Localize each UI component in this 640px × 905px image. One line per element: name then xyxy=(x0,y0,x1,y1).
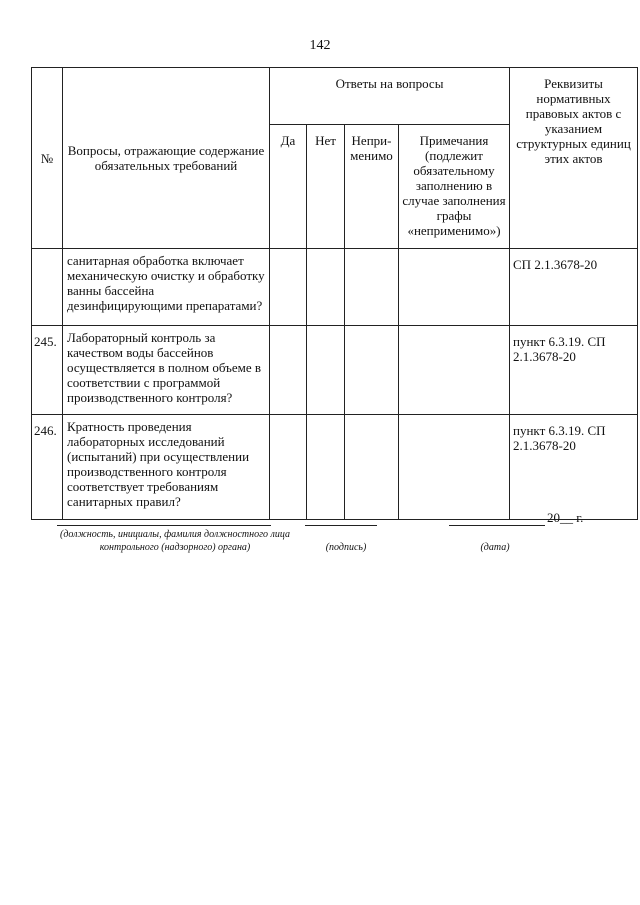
header-row-top xyxy=(32,68,638,125)
header-question: Вопросы, отражающие содержание обязательных требований xyxy=(63,68,270,249)
row-requisites: СП 2.1.3678-20 xyxy=(510,249,638,326)
header-requisites: Реквизиты нормативных правовых актов с указанием структурных единиц этих актов xyxy=(510,68,638,249)
date-line xyxy=(449,525,545,526)
answer-yes-cell[interactable] xyxy=(270,326,307,415)
checklist-table xyxy=(31,67,638,520)
answer-notes-cell[interactable] xyxy=(399,415,510,520)
table-row xyxy=(32,326,638,415)
answer-no-cell[interactable] xyxy=(307,249,345,326)
row-requisites: пункт 6.3.19. СП 2.1.3678-20 xyxy=(510,326,638,415)
position-signature-line xyxy=(57,525,271,526)
header-yes: Да xyxy=(270,125,307,249)
row-question: санитарная обработка включает механическую очистку и обработку ванны бассейна дезинфицирующими препаратами? xyxy=(63,249,270,326)
row-number xyxy=(32,249,63,326)
answer-yes-cell[interactable] xyxy=(270,249,307,326)
answer-notes-cell[interactable] xyxy=(399,326,510,415)
answer-not-applicable-cell[interactable] xyxy=(345,415,399,520)
answer-not-applicable-cell[interactable] xyxy=(345,326,399,415)
header-notes: Примечания (подлежит обязательному заполнению в случае заполнения графы «неприменимо») xyxy=(399,125,510,249)
answer-no-cell[interactable] xyxy=(307,415,345,520)
position-caption: (должность, инициалы, фамилия должностного лица контрольного (надзорного) органа) xyxy=(60,529,290,553)
row-question: Лабораторный контроль за качеством воды бассейнов осуществляется в полном объеме в соответствии с программой производственного контроля? xyxy=(63,326,270,415)
header-no: Нет xyxy=(307,125,345,249)
row-number: 245. xyxy=(32,326,63,415)
date-caption: (дата) xyxy=(480,542,510,553)
answer-no-cell[interactable] xyxy=(307,326,345,415)
answer-notes-cell[interactable] xyxy=(399,249,510,326)
header-not-applicable: Непри-менимо xyxy=(345,125,399,249)
answer-not-applicable-cell[interactable] xyxy=(345,249,399,326)
table-row xyxy=(32,249,638,326)
table-row xyxy=(32,415,638,520)
signature-caption: (подпись) xyxy=(325,542,367,553)
row-question: Кратность проведения лабораторных исследований (испытаний) при осуществлении производственного контроля соответствует требованиям санитарных правил? xyxy=(63,415,270,520)
header-answers-group: Ответы на вопросы xyxy=(270,68,510,125)
answer-yes-cell[interactable] xyxy=(270,415,307,520)
row-number: 246. xyxy=(32,415,63,520)
header-number: № xyxy=(32,68,63,249)
signature-line xyxy=(305,525,377,526)
row-requisites: пункт 6.3.19. СП 2.1.3678-20 xyxy=(510,415,638,520)
year-text: 20__ г. xyxy=(547,510,584,525)
page-number: 142 xyxy=(309,38,331,53)
